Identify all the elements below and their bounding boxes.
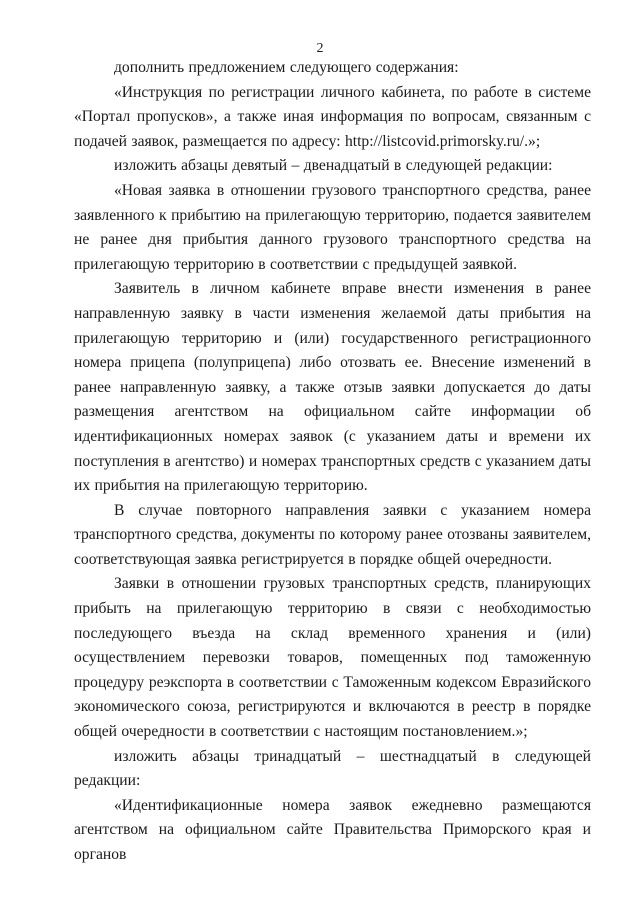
paragraph-repeat-request: В случае повторного направления заявки с указанием номера транспортного средства, документы по которому ранее отозваны заявителем, соответствующая заявка регистрируется в порядке общей очередности.	[74, 501, 591, 568]
paragraph-new-request: «Новая заявка в отношении грузового транспортного средства, ранее заявленного к прибытию на прилегающую территорию, подается заявителем не ранее дня прибытия данного грузового транспортного средства на прилегающую территорию в соответствии с предыдущей заявкой.	[74, 181, 591, 273]
paragraph-supplement-intro: дополнить предложением следующего содержания:	[114, 59, 459, 76]
paragraph-instruction-quote: «Инструкция по регистрации личного кабинета, по работе в системе «Портал пропусков», а также иная информация по вопросам, связанным с подачей заявок, размещается по адресу: http://listcovid.primorsky.ru/.»;	[74, 83, 591, 150]
paragraph-applicant-changes: Заявитель в личном кабинете вправе внести изменения в ранее направленную заявку в части изменения желаемой даты прибытия на прилегающую территорию и (или) государственного регистрационного номера прицепа (полуприцепа) либо отозвать ее. Внесение изменений в ранее направленную заявку, а также отзыв заявки допускается до даты размещения агентством на официальном сайте информации об идентификационных номерах заявок (с указанием даты и времени их поступления в агентство) и номерах транспортных средств с указанием даты их прибытия на прилегающую территорию.	[74, 280, 591, 495]
paragraph-amend-9-12-intro: изложить абзацы девятый – двенадцатый в следующей редакции:	[114, 157, 553, 175]
paragraph-amend-13-16-intro: изложить абзацы тринадцатый – шестнадцатый в следующей редакции:	[74, 747, 591, 790]
paragraph-cargo-requests: Заявки в отношении грузовых транспортных средств, планирующих прибыть на прилегающую территорию в связи с необходимостью последующего въезда на склад временного хранения и (или) осуществлением перевозки товаров, помещенных под таможенную процедуру реэкспорта в соответствии с Таможенным кодексом Евразийского экономического союза, регистрируются и включаются в реестр в порядке общей очередности в соответствии с настоящим постановлением.»;	[74, 575, 591, 741]
page-number: 2	[316, 41, 324, 56]
document-body	[74, 56, 591, 868]
paragraph-identification-numbers: «Идентификационные номера заявок ежедневно размещаются агентством на официальном сайте Правительства Приморского края и органов	[74, 796, 591, 863]
